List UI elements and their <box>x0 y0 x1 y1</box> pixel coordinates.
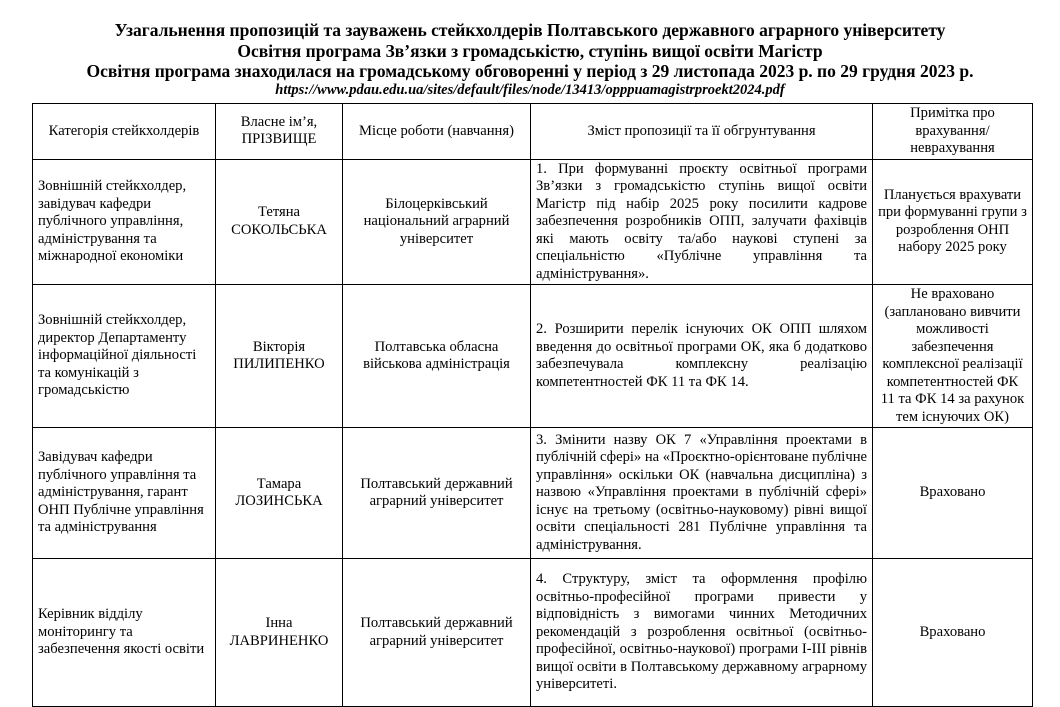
column-header-name: Власне ім’я, ПРІЗВИЩЕ <box>216 104 343 160</box>
workplace-cell: Полтавський державний аграрний університет <box>343 559 531 707</box>
column-header-proposal: Зміст пропозиції та її обгрунтування <box>531 104 873 160</box>
table-row <box>33 428 1033 559</box>
program-title: Освітня програма Зв’язки з громадськістю, ступінь вищої освіти Магістр <box>237 40 823 61</box>
workplace-cell: Полтавська обласна військова адміністрація <box>343 285 531 428</box>
name-cell <box>216 285 343 428</box>
proposal-cell: 2. Розширити перелік існуючих ОК ОПП шляхом введення до освітньої програми ОК, яка б додатково забезпечувала комплексну реалізацію компетентностей ФК 11 та ФК 14. <box>531 285 873 428</box>
table-row <box>33 559 1033 707</box>
first-name: Тамара <box>256 475 302 492</box>
last-name: ПИЛИПЕНКО <box>233 356 325 372</box>
column-header-category: Категорія стейкхолдерів <box>33 104 216 160</box>
name-cell <box>216 559 343 707</box>
note-cell: Враховано <box>873 559 1033 707</box>
table-row <box>33 285 1033 428</box>
first-name: Тетяна <box>257 204 301 221</box>
last-name: ЛАВРИНЕНКО <box>229 632 329 649</box>
discussion-period: Освітня програма знаходилася на громадському обговоренні у період з 29 листопада 2023 р. по 29 грудня 2023 р. <box>86 61 974 81</box>
note-cell: Не враховано (заплановано вивчити можливості забезпечення комплексної реалізації компетентностей ФК 11 та ФК 14 за рахунок тем існуючих ОК) <box>873 285 1033 428</box>
proposal-cell: 1. При формуванні проєкту освітньої програми Зв’язки з громадськістю ступінь вищої освіти Магістр під набір 2025 року посилити кадрове забезпечення розробників ОПП, залучати фахівців які мають освіту та/або наукові ступені за спеціальністю «Публічне управління та адміністрування». <box>531 159 873 285</box>
category-cell: Зовнішній стейкхолдер, директор Департаменту інформаційної діяльності та комунікацій з громадськістю <box>33 285 216 428</box>
name-cell <box>216 428 343 559</box>
last-name: СОКОЛЬСЬКА <box>231 221 327 238</box>
table-row <box>33 159 1033 285</box>
category-cell: Завідувач кафедри публічного управління та адміністрування, гарант ОНП Публічне управління та адміністрування <box>33 428 216 559</box>
workplace-cell: Білоцерківський національний аграрний університет <box>343 159 531 285</box>
category-cell: Керівник відділу моніторингу та забезпечення якості освіти <box>33 559 216 707</box>
note-cell: Враховано <box>873 428 1033 559</box>
column-header-workplace: Місце роботи (навчання) <box>343 104 531 160</box>
note-cell: Планується врахувати при формуванні групи з розроблення ОНП набору 2025 року <box>873 159 1033 285</box>
first-name: Вікторія <box>252 338 306 355</box>
table-header-row <box>33 104 1033 160</box>
document-title: Узагальнення пропозицій та зауважень стейкхолдерів Полтавського державного аграрного університету <box>114 20 946 40</box>
proposal-cell: 3. Змінити назву ОК 7 «Управління проектами в публічній сфері» на «Проєктно-орієнтоване публічне управління» оскільки ОК (навчальна дисципліна) з назвою «Управління проектами в публічній сфері» існує на третьому (освітньо-науковому) рівні вищої освіти спеціальності 281 Публічне управління та адміністрування. <box>531 428 873 559</box>
first-name: Інна <box>265 615 293 631</box>
stakeholder-table <box>32 103 1033 707</box>
proposal-cell: 4. Структуру, зміст та оформлення профілю освітньо-професійної програми привести у відповідність з вимогами чинних Методичних рекомендацій з розроблення освітньої (освітньо-професійної, освітньо-наукової) програми I-III рівнів вищої освіти в Полтавському державному аграрному університеті. <box>531 559 873 707</box>
document-header <box>0 20 1060 98</box>
last-name: ЛОЗИНСЬКА <box>235 493 323 509</box>
column-header-note: Примітка про врахування/неврахування <box>873 104 1033 160</box>
workplace-cell: Полтавський державний аграрний університет <box>343 428 531 559</box>
name-cell <box>216 159 343 285</box>
category-cell: Зовнішній стейкхолдер, завідувач кафедри публічного управління, адміністрування та міжнародної економіки <box>33 159 216 285</box>
source-url: https://www.pdau.edu.ua/sites/default/files/node/13413/opppuamagistrproekt2024.pdf <box>275 81 785 98</box>
